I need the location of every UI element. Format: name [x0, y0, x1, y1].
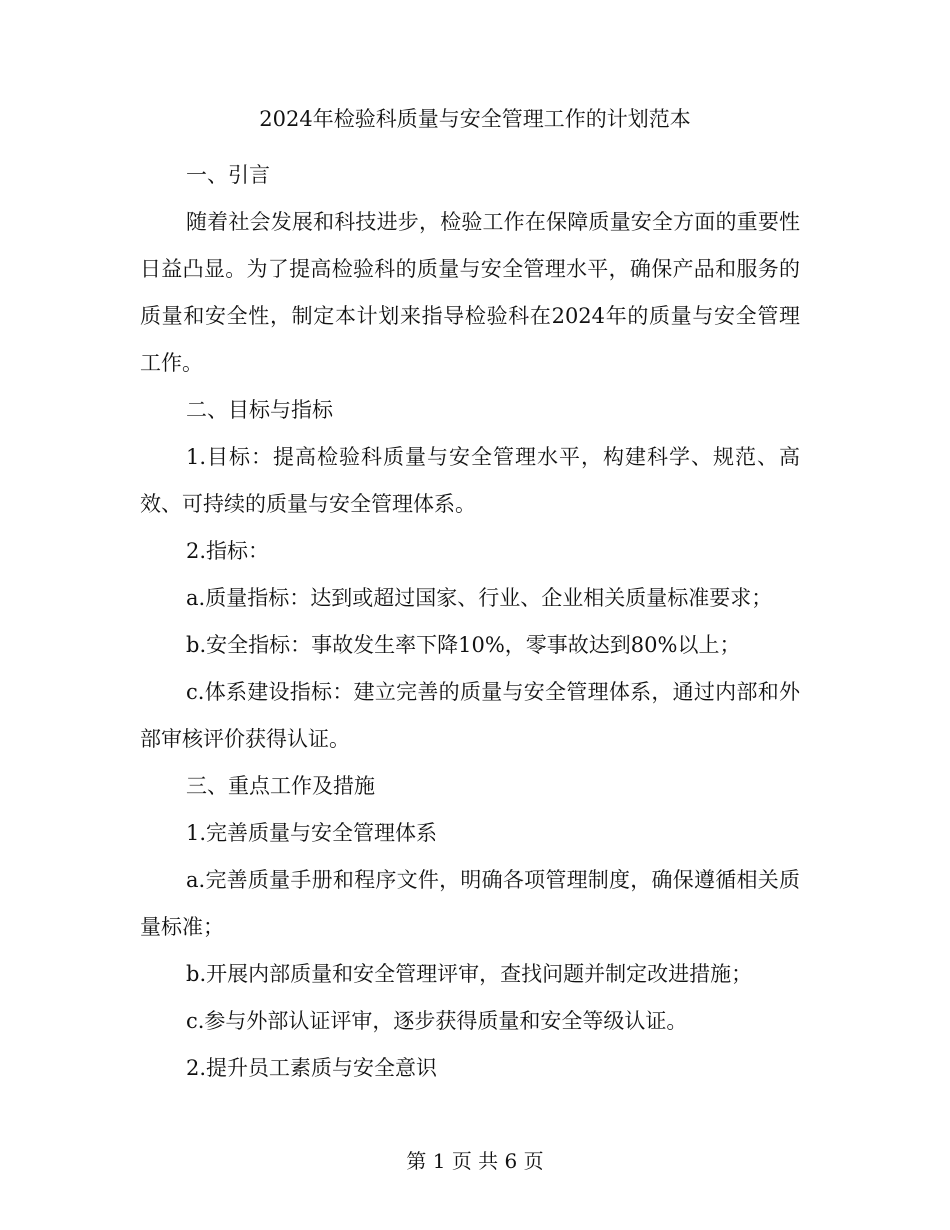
paragraph: 2.提升员工素质与安全意识 — [186, 1056, 438, 1080]
section-heading-introduction: 一、引言 — [186, 163, 270, 187]
list-item: b.开展内部质量和安全管理评审，查找问题并制定改进措施； — [186, 962, 753, 986]
page-number-footer: 第 1 页 共 6 页 — [406, 1149, 544, 1173]
paragraph: 2.指标： — [186, 539, 270, 563]
paragraph: 随着社会发展和科技进步，检验工作在保障质量安全方面的重要性日益凸显。为了提高检验科的质量与安全管理水平，确保产品和服务的质量和安全性，制定本计划来指导检验科在2024年的质量与安全管理工作。 — [140, 210, 800, 375]
list-item: a.质量指标：达到或超过国家、行业、企业相关质量标准要求； — [186, 586, 773, 610]
list-item: a.完善质量手册和程序文件，明确各项管理制度，确保遵循相关质量标准； — [140, 868, 800, 939]
list-item: c.体系建设指标：建立完善的质量与安全管理体系，通过内部和外部审核评价获得认证。 — [140, 680, 800, 751]
document-body — [140, 152, 800, 1092]
paragraph: 1.完善质量与安全管理体系 — [186, 821, 438, 845]
section-heading-key-work: 三、重点工作及措施 — [186, 774, 375, 798]
paragraph: 1.目标：提高检验科质量与安全管理水平，构建科学、规范、高效、可持续的质量与安全管理体系。 — [140, 445, 800, 516]
list-item: c.参与外部认证评审，逐步获得质量和安全等级认证。 — [186, 1009, 688, 1033]
list-item: b.安全指标：事故发生率下降10%，零事故达到80%以上； — [186, 633, 741, 657]
section-heading-goals: 二、目标与指标 — [186, 398, 333, 422]
document-title: 2024年检验科质量与安全管理工作的计划范本 — [259, 107, 691, 131]
